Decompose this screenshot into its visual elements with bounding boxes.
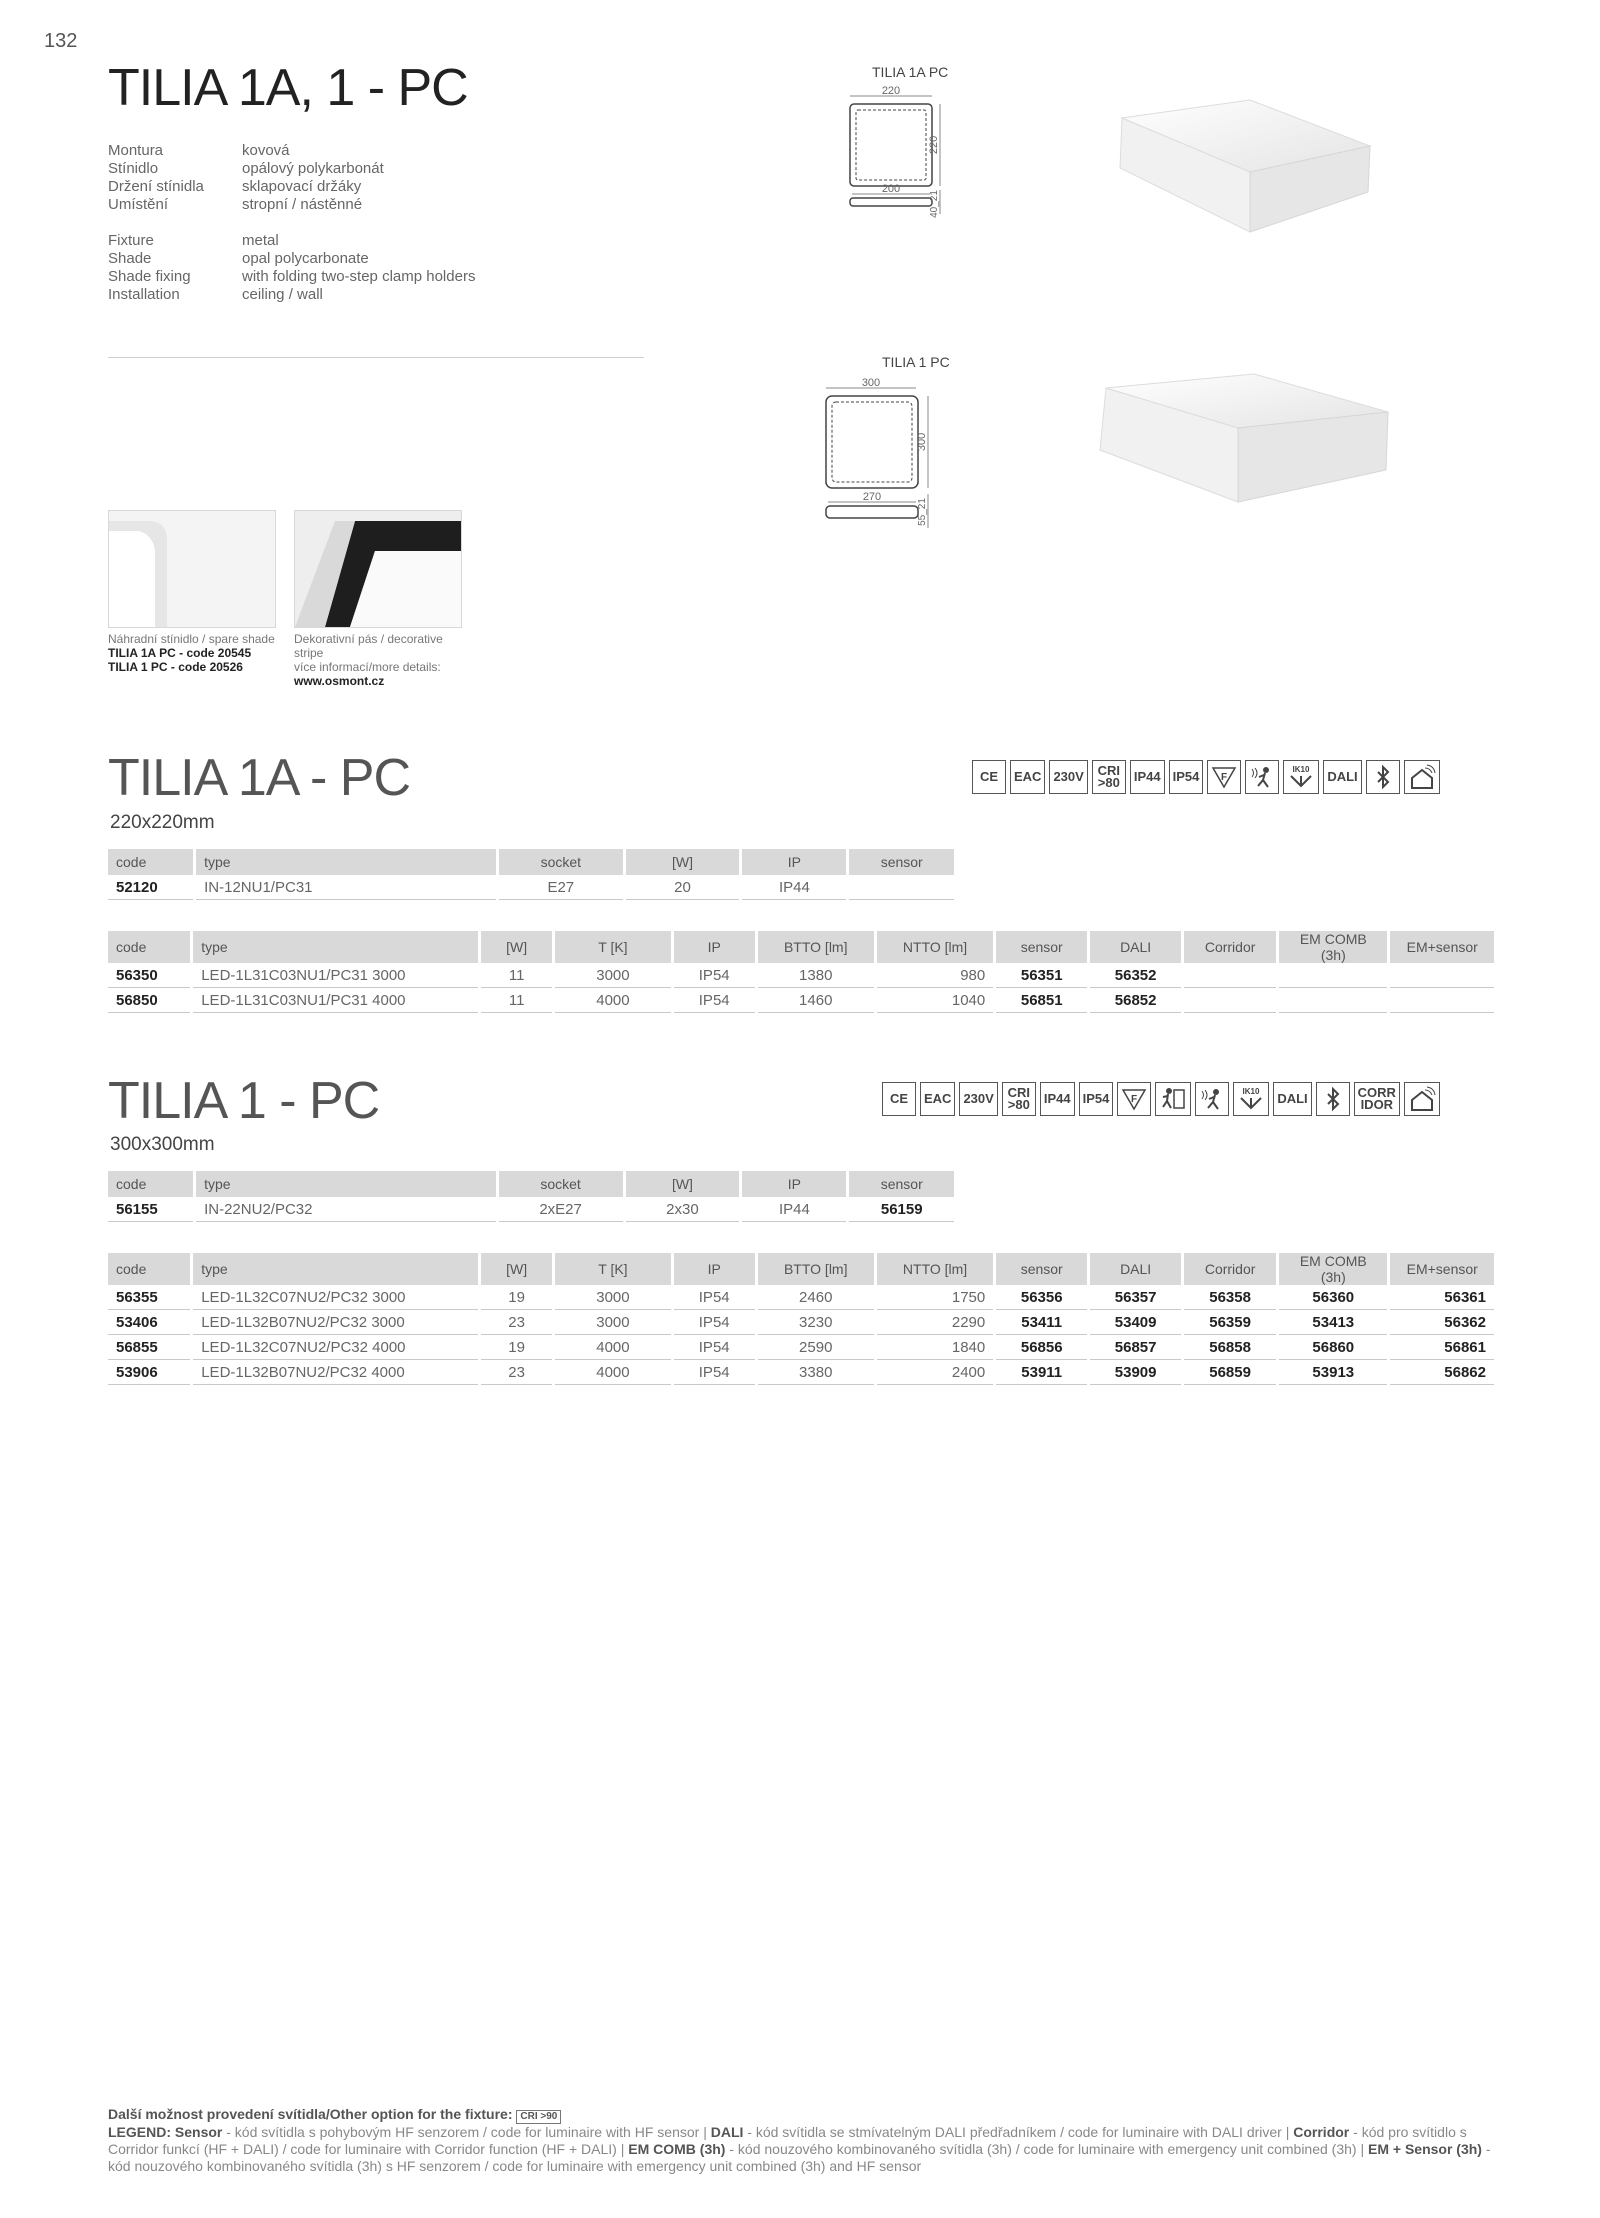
table-cell: 56856 <box>996 1335 1087 1360</box>
dim-depth: 40_21 <box>929 190 940 218</box>
table-cell: 4000 <box>555 1360 671 1385</box>
table-row <box>108 1285 1494 1310</box>
corr-top: CORR <box>1357 1085 1396 1100</box>
cell-code: 52120 <box>108 875 193 900</box>
column-header: type <box>196 1171 496 1197</box>
ik-text: IK10 <box>1242 1087 1260 1096</box>
column-header: sensor <box>996 1253 1087 1285</box>
table-cell: 3000 <box>555 963 671 988</box>
legend-text: - kód pro svítidlo s Corridor funkcí (HF + DALI) / code for luminaire with Corridor function (HF + DALI) | <box>108 2124 1467 2157</box>
spec-key: Shade <box>108 250 152 267</box>
column-header: NTTO [lm] <box>877 1253 993 1285</box>
column-header: code <box>108 1171 193 1197</box>
technical-drawing <box>840 86 950 222</box>
legend-term: EM + Sensor (3h) <box>1368 2141 1482 2157</box>
table-row <box>108 1335 1494 1360</box>
dali-icon: DALI <box>1273 1082 1311 1116</box>
legend-text: - kód svítidla s pohybovým HF senzorem / code for luminaire with HF sensor | <box>222 2124 711 2140</box>
table-cell: 1840 <box>877 1335 993 1360</box>
cri-icon <box>1092 760 1126 794</box>
cri-icon <box>1002 1082 1036 1116</box>
column-header: Corridor <box>1184 1253 1276 1285</box>
table-header-row <box>108 1253 1494 1285</box>
spec-row <box>108 286 475 304</box>
column-header: [W] <box>481 1253 552 1285</box>
table-cell <box>1390 963 1494 988</box>
caption-line: Dekorativní pás / decorative <box>294 632 443 646</box>
table-cell: 4000 <box>555 1335 671 1360</box>
product-photo <box>1100 92 1380 242</box>
table-cell: 4000 <box>555 988 671 1013</box>
page-title: TILIA 1A, 1 - PC <box>108 59 468 117</box>
certification-icons <box>972 760 1440 794</box>
table-cell: LED-1L31C03NU1/PC31 4000 <box>193 988 478 1013</box>
spec-value: ceiling / wall <box>242 286 323 303</box>
column-header: socket <box>499 849 623 875</box>
table-cell <box>1279 988 1387 1013</box>
table-cell: 53913 <box>1279 1360 1387 1385</box>
table-cell: 2400 <box>877 1360 993 1385</box>
section-size: 220x220mm <box>110 812 215 833</box>
cell-sensor <box>849 875 954 900</box>
legend <box>108 2106 1508 2175</box>
table-cell: 56861 <box>1390 1335 1494 1360</box>
spec-row <box>108 178 475 196</box>
cell-socket: 2xE27 <box>499 1197 623 1222</box>
ik10-impact-icon <box>1283 760 1319 794</box>
column-header: sensor <box>996 931 1087 963</box>
table-cell: 56350 <box>108 963 190 988</box>
table-cell: 1750 <box>877 1285 993 1310</box>
spec-key: Fixture <box>108 232 154 249</box>
drawing-label: TILIA 1A PC <box>872 64 949 80</box>
column-header: [W] <box>481 931 552 963</box>
eac-icon: EAC <box>920 1082 955 1116</box>
table-cell: IP54 <box>674 963 755 988</box>
table-cell: 53906 <box>108 1360 190 1385</box>
table-cell <box>1184 988 1276 1013</box>
motion-sensor-icon <box>1245 760 1279 794</box>
cell-code: 56155 <box>108 1197 193 1222</box>
column-header: sensor <box>849 1171 954 1197</box>
column-header: type <box>193 1253 478 1285</box>
legend-label: LEGEND: <box>108 2124 171 2140</box>
table-row <box>108 1197 954 1222</box>
section-title: TILIA 1 - PC <box>108 1072 380 1130</box>
spec-value: kovová <box>242 142 290 159</box>
cri-bottom: >80 <box>1007 1097 1030 1112</box>
table-cell: 23 <box>481 1360 552 1385</box>
cri-top: CRI <box>1097 763 1121 778</box>
table-cell: 53409 <box>1090 1310 1181 1335</box>
spec-row <box>108 250 475 268</box>
f-mark-icon <box>1207 760 1241 794</box>
ip54-icon: IP54 <box>1079 1082 1114 1116</box>
spec-value: metal <box>242 232 279 249</box>
cell-type: IN-22NU2/PC32 <box>196 1197 496 1222</box>
cell-watt: 2x30 <box>626 1197 740 1222</box>
eac-icon: EAC <box>1010 760 1045 794</box>
motion-sensor-icon <box>1195 1082 1229 1116</box>
table-cell: 3380 <box>758 1360 874 1385</box>
ce-icon: CE <box>972 760 1006 794</box>
column-header: IP <box>742 849 846 875</box>
led-variant-table <box>105 931 1497 1013</box>
dali-icon: DALI <box>1323 760 1361 794</box>
dim-depth: 55_21 <box>917 498 928 526</box>
decorative-stripe-photo <box>294 510 462 628</box>
table-cell: 56852 <box>1090 988 1181 1013</box>
column-header: type <box>196 849 496 875</box>
column-header: socket <box>499 1171 623 1197</box>
table-header-row <box>108 849 954 875</box>
table-cell: 56361 <box>1390 1285 1494 1310</box>
ik-text: IK10 <box>1292 765 1310 774</box>
spec-key: Montura <box>108 142 164 159</box>
product-table <box>105 849 957 900</box>
column-header: NTTO [lm] <box>877 931 993 963</box>
cell-type: IN-12NU1/PC31 <box>196 875 496 900</box>
cri90-badge: CRI >90 <box>516 2110 561 2124</box>
column-header: BTTO [lm] <box>758 931 874 963</box>
f-mark-icon <box>1117 1082 1151 1116</box>
dim-height: 220 <box>928 135 940 155</box>
table-cell: IP54 <box>674 1310 755 1335</box>
technical-drawing <box>816 376 950 534</box>
cell-ip: IP44 <box>742 1197 846 1222</box>
column-header: DALI <box>1090 1253 1181 1285</box>
table-header-row <box>108 931 1494 963</box>
table-cell: 56358 <box>1184 1285 1276 1310</box>
dim-width: 220 <box>881 86 901 97</box>
section-size: 300x300mm <box>110 1134 215 1155</box>
bluetooth-icon <box>1316 1082 1350 1116</box>
column-header: code <box>108 1253 190 1285</box>
website-link[interactable]: www.osmont.cz <box>294 674 385 688</box>
spec-value: with folding two-step clamp holders <box>242 268 476 285</box>
legend-term: DALI <box>710 2124 744 2140</box>
table-cell: 56359 <box>1184 1310 1276 1335</box>
product-photo <box>1088 366 1394 516</box>
corr-bottom: IDOR <box>1360 1097 1394 1112</box>
cell-sensor: 56159 <box>849 1197 954 1222</box>
voltage-230v-icon: 230V <box>1049 760 1087 794</box>
legend-text: - kód nouzového kombinovaného svítidla (3h) s HF senzorem / code for luminaire with emergency unit combined (3h) and HF sensor <box>108 2141 1491 2174</box>
column-header: IP <box>674 931 755 963</box>
table-cell <box>1184 963 1276 988</box>
ip44-icon: IP44 <box>1130 760 1165 794</box>
certification-icons <box>882 1082 1440 1116</box>
table-cell: 11 <box>481 963 552 988</box>
page-number: 132 <box>44 30 78 52</box>
table-cell: 56360 <box>1279 1285 1387 1310</box>
spec-value: opálový polykarbonát <box>242 160 384 177</box>
dim-width: 300 <box>861 377 881 389</box>
column-header: Corridor <box>1184 931 1276 963</box>
cell-watt: 20 <box>626 875 740 900</box>
spec-key: Umístění <box>108 196 169 213</box>
spare-shade-caption <box>108 632 288 674</box>
legend-term: Sensor <box>174 2124 223 2140</box>
table-cell: 980 <box>877 963 993 988</box>
ik10-impact-icon <box>1233 1082 1269 1116</box>
table-cell: 56850 <box>108 988 190 1013</box>
table-cell: 56855 <box>108 1335 190 1360</box>
column-header: DALI <box>1090 931 1181 963</box>
column-header: BTTO [lm] <box>758 1253 874 1285</box>
stripe-caption <box>294 632 474 688</box>
table-cell <box>1390 988 1494 1013</box>
column-header: type <box>193 931 478 963</box>
table-cell: 1040 <box>877 988 993 1013</box>
cri-top: CRI <box>1007 1085 1031 1100</box>
dim-inner: 270 <box>862 491 882 503</box>
column-header: EM+sensor <box>1390 931 1494 963</box>
cell-ip: IP44 <box>742 875 846 900</box>
column-header: EM COMB (3h) <box>1279 1253 1387 1285</box>
table-cell: 56351 <box>996 963 1087 988</box>
table-row <box>108 875 954 900</box>
spec-row <box>108 268 475 286</box>
table-cell: 19 <box>481 1335 552 1360</box>
column-header: EM COMB (3h) <box>1279 931 1387 963</box>
table-cell: IP54 <box>674 1285 755 1310</box>
table-cell: 2290 <box>877 1310 993 1335</box>
legend-term: Corridor <box>1293 2124 1350 2140</box>
divider <box>108 357 644 358</box>
spec-row <box>108 142 475 160</box>
section-title: TILIA 1A - PC <box>108 749 411 807</box>
product-table <box>105 1171 957 1222</box>
spec-value: stropní / nástěnné <box>242 196 363 213</box>
table-cell: 2590 <box>758 1335 874 1360</box>
table-cell: 1460 <box>758 988 874 1013</box>
column-header: IP <box>674 1253 755 1285</box>
caption-line: stripe <box>294 646 324 660</box>
table-cell: LED-1L32C07NU2/PC32 3000 <box>193 1285 478 1310</box>
column-header: [W] <box>626 1171 740 1197</box>
table-cell: 56357 <box>1090 1285 1181 1310</box>
table-cell: 3000 <box>555 1285 671 1310</box>
ip44-icon: IP44 <box>1040 1082 1075 1116</box>
voltage-230v-icon: 230V <box>959 1082 997 1116</box>
spec-key: Installation <box>108 286 180 303</box>
table-cell: 3230 <box>758 1310 874 1335</box>
table-cell: 56851 <box>996 988 1087 1013</box>
caption-line: TILIA 1A PC - code 20545 <box>108 646 252 660</box>
table-cell: 56858 <box>1184 1335 1276 1360</box>
dim-height: 300 <box>916 432 928 452</box>
caption-line: více informací/more details: <box>294 660 441 674</box>
table-cell: 56857 <box>1090 1335 1181 1360</box>
table-row <box>108 988 1494 1013</box>
spec-row <box>108 160 475 178</box>
table-cell: 53411 <box>996 1310 1087 1335</box>
table-cell: 53909 <box>1090 1360 1181 1385</box>
cri-bottom: >80 <box>1097 775 1120 790</box>
table-cell: 53413 <box>1279 1310 1387 1335</box>
table-row <box>108 1310 1494 1335</box>
spec-key: Držení stínidla <box>108 178 204 195</box>
spec-value: sklapovací držáky <box>242 178 362 195</box>
table-cell: 11 <box>481 988 552 1013</box>
dim-inner: 200 <box>881 183 901 195</box>
table-cell: 53406 <box>108 1310 190 1335</box>
table-cell: LED-1L31C03NU1/PC31 3000 <box>193 963 478 988</box>
spec-value: opal polycarbonate <box>242 250 369 267</box>
caption-line: Náhradní stínidlo / spare shade <box>108 632 275 646</box>
f-mark-text: F <box>1131 1094 1138 1105</box>
column-header: IP <box>742 1171 846 1197</box>
table-cell: 56356 <box>996 1285 1087 1310</box>
ce-icon: CE <box>882 1082 916 1116</box>
column-header: [W] <box>626 849 740 875</box>
column-header: code <box>108 849 193 875</box>
table-cell: LED-1L32B07NU2/PC32 3000 <box>193 1310 478 1335</box>
smart-home-icon <box>1404 1082 1440 1116</box>
f-mark-text: F <box>1221 772 1228 783</box>
bluetooth-icon <box>1366 760 1400 794</box>
table-cell: IP54 <box>674 988 755 1013</box>
table-cell: 56862 <box>1390 1360 1494 1385</box>
spec-row <box>108 232 475 250</box>
spec-row <box>108 196 475 214</box>
legend-term: EM COMB (3h) <box>628 2141 726 2157</box>
spec-key: Stínidlo <box>108 160 159 177</box>
column-header: EM+sensor <box>1390 1253 1494 1285</box>
cell-socket: E27 <box>499 875 623 900</box>
table-cell: 56860 <box>1279 1335 1387 1360</box>
table-cell: 56352 <box>1090 963 1181 988</box>
emergency-exit-icon <box>1155 1082 1191 1116</box>
table-row <box>108 1360 1494 1385</box>
table-cell: 2460 <box>758 1285 874 1310</box>
corridor-icon <box>1354 1082 1400 1116</box>
legend-text: - kód svítidla se stmívatelným DALI předřadníkem / code for luminaire with DALI driver | <box>743 2124 1294 2140</box>
column-header: sensor <box>849 849 954 875</box>
table-cell: IP54 <box>674 1335 755 1360</box>
drawing-label: TILIA 1 PC <box>882 354 950 370</box>
table-cell: 23 <box>481 1310 552 1335</box>
table-cell: 56859 <box>1184 1360 1276 1385</box>
table-cell: 1380 <box>758 963 874 988</box>
other-option-label: Další možnost provedení svítidla/Other option for the fixture: <box>108 2106 513 2122</box>
ip54-icon: IP54 <box>1169 760 1204 794</box>
spec-key: Shade fixing <box>108 268 191 285</box>
legend-text: - kód nouzového kombinovaného svítidla (3h) / code for luminaire with emergency unit combined (3h) | <box>725 2141 1368 2157</box>
column-header: code <box>108 931 190 963</box>
table-cell: 53911 <box>996 1360 1087 1385</box>
smart-home-icon <box>1404 760 1440 794</box>
table-row <box>108 963 1494 988</box>
table-cell: 19 <box>481 1285 552 1310</box>
caption-line: TILIA 1 PC - code 20526 <box>108 660 243 674</box>
table-header-row <box>108 1171 954 1197</box>
led-variant-table <box>105 1253 1497 1385</box>
table-cell: 56355 <box>108 1285 190 1310</box>
table-cell: LED-1L32C07NU2/PC32 4000 <box>193 1335 478 1360</box>
table-cell <box>1279 963 1387 988</box>
spare-shade-photo <box>108 510 276 628</box>
table-cell: 3000 <box>555 1310 671 1335</box>
column-header: T [K] <box>555 931 671 963</box>
column-header: T [K] <box>555 1253 671 1285</box>
table-cell: IP54 <box>674 1360 755 1385</box>
table-cell: 56362 <box>1390 1310 1494 1335</box>
table-cell: LED-1L32B07NU2/PC32 4000 <box>193 1360 478 1385</box>
specs-block <box>108 142 475 304</box>
